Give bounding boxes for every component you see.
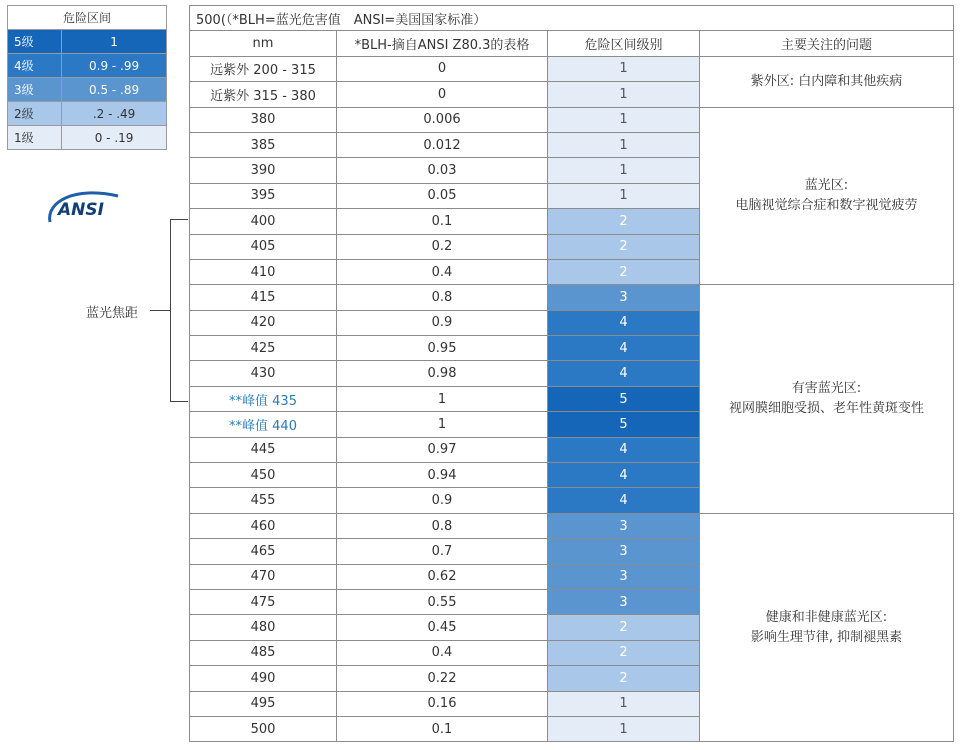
cell-nm: 430 <box>190 361 337 386</box>
cell-nm: 465 <box>190 539 337 564</box>
header-nm: nm <box>190 31 337 56</box>
cell-blh: 0.97 <box>337 437 548 462</box>
legend-row <box>8 78 167 102</box>
cell-nm: 395 <box>190 183 337 208</box>
cell-level: 1 <box>548 132 700 157</box>
legend-row <box>8 30 167 54</box>
cell-nm: **峰值 440 <box>190 412 337 437</box>
cell-level: 3 <box>548 564 700 589</box>
cell-nm: 415 <box>190 285 337 310</box>
cell-blh: 0.55 <box>337 589 548 614</box>
cell-nm: 490 <box>190 666 337 691</box>
cell-level: 4 <box>548 310 700 335</box>
cell-level: 4 <box>548 463 700 488</box>
concern-line-2: 视网膜细胞受损、老年性黄斑变性 <box>728 401 924 417</box>
cell-blh: 0.9 <box>337 310 548 335</box>
legend-level: 5级 <box>8 30 62 54</box>
table-row <box>190 107 954 132</box>
header-concern: 主要关注的问题 <box>700 31 954 56</box>
focus-bracket-tick <box>150 310 170 311</box>
legend-row <box>8 54 167 78</box>
table-title: 500(（*BLH=蓝光危害值 ANSI=美国国家标准） <box>190 6 954 31</box>
cell-blh: 0.98 <box>337 361 548 386</box>
cell-blh: 1 <box>337 412 548 437</box>
cell-nm: 500 <box>190 716 337 741</box>
cell-nm: 485 <box>190 640 337 665</box>
cell-level: 5 <box>548 386 700 411</box>
cell-concern <box>700 56 954 107</box>
cell-blh: 0.16 <box>337 691 548 716</box>
concern-line-1: 蓝光区: <box>804 177 849 193</box>
cell-blh: 0 <box>337 56 548 81</box>
table-title-row <box>190 6 954 31</box>
table-row <box>190 285 954 310</box>
cell-nm: 480 <box>190 615 337 640</box>
concern-line-1: 健康和非健康蓝光区: <box>765 609 888 625</box>
cell-level: 1 <box>548 82 700 107</box>
cell-blh: 0.4 <box>337 640 548 665</box>
cell-blh: 0.03 <box>337 158 548 183</box>
cell-blh: 0.2 <box>337 234 548 259</box>
cell-blh: 0.8 <box>337 285 548 310</box>
cell-level: 1 <box>548 56 700 81</box>
cell-level: 4 <box>548 488 700 513</box>
legend-range: 1 <box>62 30 167 54</box>
cell-nm: 近紫外 315 - 380 <box>190 82 337 107</box>
cell-level: 3 <box>548 539 700 564</box>
cell-level: 3 <box>548 513 700 538</box>
table-row <box>190 56 954 81</box>
cell-blh: 0.006 <box>337 107 548 132</box>
cell-nm: 475 <box>190 589 337 614</box>
ansi-logo <box>44 182 124 230</box>
legend-range: 0 - .19 <box>62 126 167 150</box>
legend-level: 4级 <box>8 54 62 78</box>
cell-blh: 0.22 <box>337 666 548 691</box>
concern-line-2: 影响生理节律, 抑制褪黑素 <box>750 629 903 645</box>
legend-level: 1级 <box>8 126 62 150</box>
cell-level: 3 <box>548 285 700 310</box>
cell-concern <box>700 285 954 514</box>
cell-nm: 390 <box>190 158 337 183</box>
cell-blh: 0.9 <box>337 488 548 513</box>
hazard-legend <box>7 5 167 150</box>
header-blh: *BLH-摘自ANSI Z80.3的表格 <box>337 31 548 56</box>
blue-light-hazard-table <box>189 5 954 742</box>
cell-nm: 远紫外 200 - 315 <box>190 56 337 81</box>
cell-concern <box>700 107 954 285</box>
cell-concern <box>700 513 954 742</box>
cell-nm: 450 <box>190 463 337 488</box>
cell-nm: **峰值 435 <box>190 386 337 411</box>
legend-row <box>8 126 167 150</box>
cell-level: 2 <box>548 209 700 234</box>
cell-nm: 380 <box>190 107 337 132</box>
cell-level: 1 <box>548 691 700 716</box>
legend-header-row <box>8 6 167 30</box>
cell-blh: 0.05 <box>337 183 548 208</box>
table-header-row <box>190 31 954 56</box>
cell-nm: 400 <box>190 209 337 234</box>
cell-blh: 0.8 <box>337 513 548 538</box>
cell-blh: 0.94 <box>337 463 548 488</box>
cell-nm: 495 <box>190 691 337 716</box>
cell-level: 1 <box>548 716 700 741</box>
cell-level: 3 <box>548 589 700 614</box>
cell-nm: 445 <box>190 437 337 462</box>
cell-level: 2 <box>548 259 700 284</box>
table-row <box>190 513 954 538</box>
cell-level: 2 <box>548 666 700 691</box>
legend-title: 危险区间 <box>8 6 167 30</box>
cell-level: 2 <box>548 234 700 259</box>
concern-line-2: 电脑视觉综合症和数字视觉疲劳 <box>735 197 918 213</box>
cell-level: 5 <box>548 412 700 437</box>
legend-level: 2级 <box>8 102 62 126</box>
cell-blh: 0 <box>337 82 548 107</box>
concern-line-1: 紫外区: 白内障和其他疾病 <box>750 73 903 89</box>
cell-level: 4 <box>548 336 700 361</box>
cell-level: 2 <box>548 615 700 640</box>
legend-row <box>8 102 167 126</box>
cell-level: 1 <box>548 158 700 183</box>
cell-blh: 0.1 <box>337 209 548 234</box>
legend-range: .2 - .49 <box>62 102 167 126</box>
cell-level: 2 <box>548 640 700 665</box>
cell-nm: 410 <box>190 259 337 284</box>
cell-nm: 470 <box>190 564 337 589</box>
cell-blh: 0.62 <box>337 564 548 589</box>
cell-blh: 0.1 <box>337 716 548 741</box>
cell-blh: 0.45 <box>337 615 548 640</box>
cell-nm: 425 <box>190 336 337 361</box>
cell-blh: 0.7 <box>337 539 548 564</box>
cell-nm: 385 <box>190 132 337 157</box>
focus-label: 蓝光焦距 <box>86 306 139 321</box>
legend-range: 0.5 - .89 <box>62 78 167 102</box>
cell-nm: 405 <box>190 234 337 259</box>
legend-level: 3级 <box>8 78 62 102</box>
cell-blh: 0.95 <box>337 336 548 361</box>
header-level: 危险区间级别 <box>548 31 700 56</box>
cell-blh: 0.4 <box>337 259 548 284</box>
cell-level: 4 <box>548 437 700 462</box>
concern-line-1: 有害蓝光区: <box>791 381 862 397</box>
cell-blh: 1 <box>337 386 548 411</box>
cell-level: 1 <box>548 107 700 132</box>
cell-level: 4 <box>548 361 700 386</box>
cell-nm: 455 <box>190 488 337 513</box>
cell-level: 1 <box>548 183 700 208</box>
cell-nm: 460 <box>190 513 337 538</box>
focus-bracket <box>170 219 188 402</box>
cell-nm: 420 <box>190 310 337 335</box>
cell-blh: 0.012 <box>337 132 548 157</box>
legend-range: 0.9 - .99 <box>62 54 167 78</box>
ansi-logo-text: ANSI <box>58 200 104 220</box>
